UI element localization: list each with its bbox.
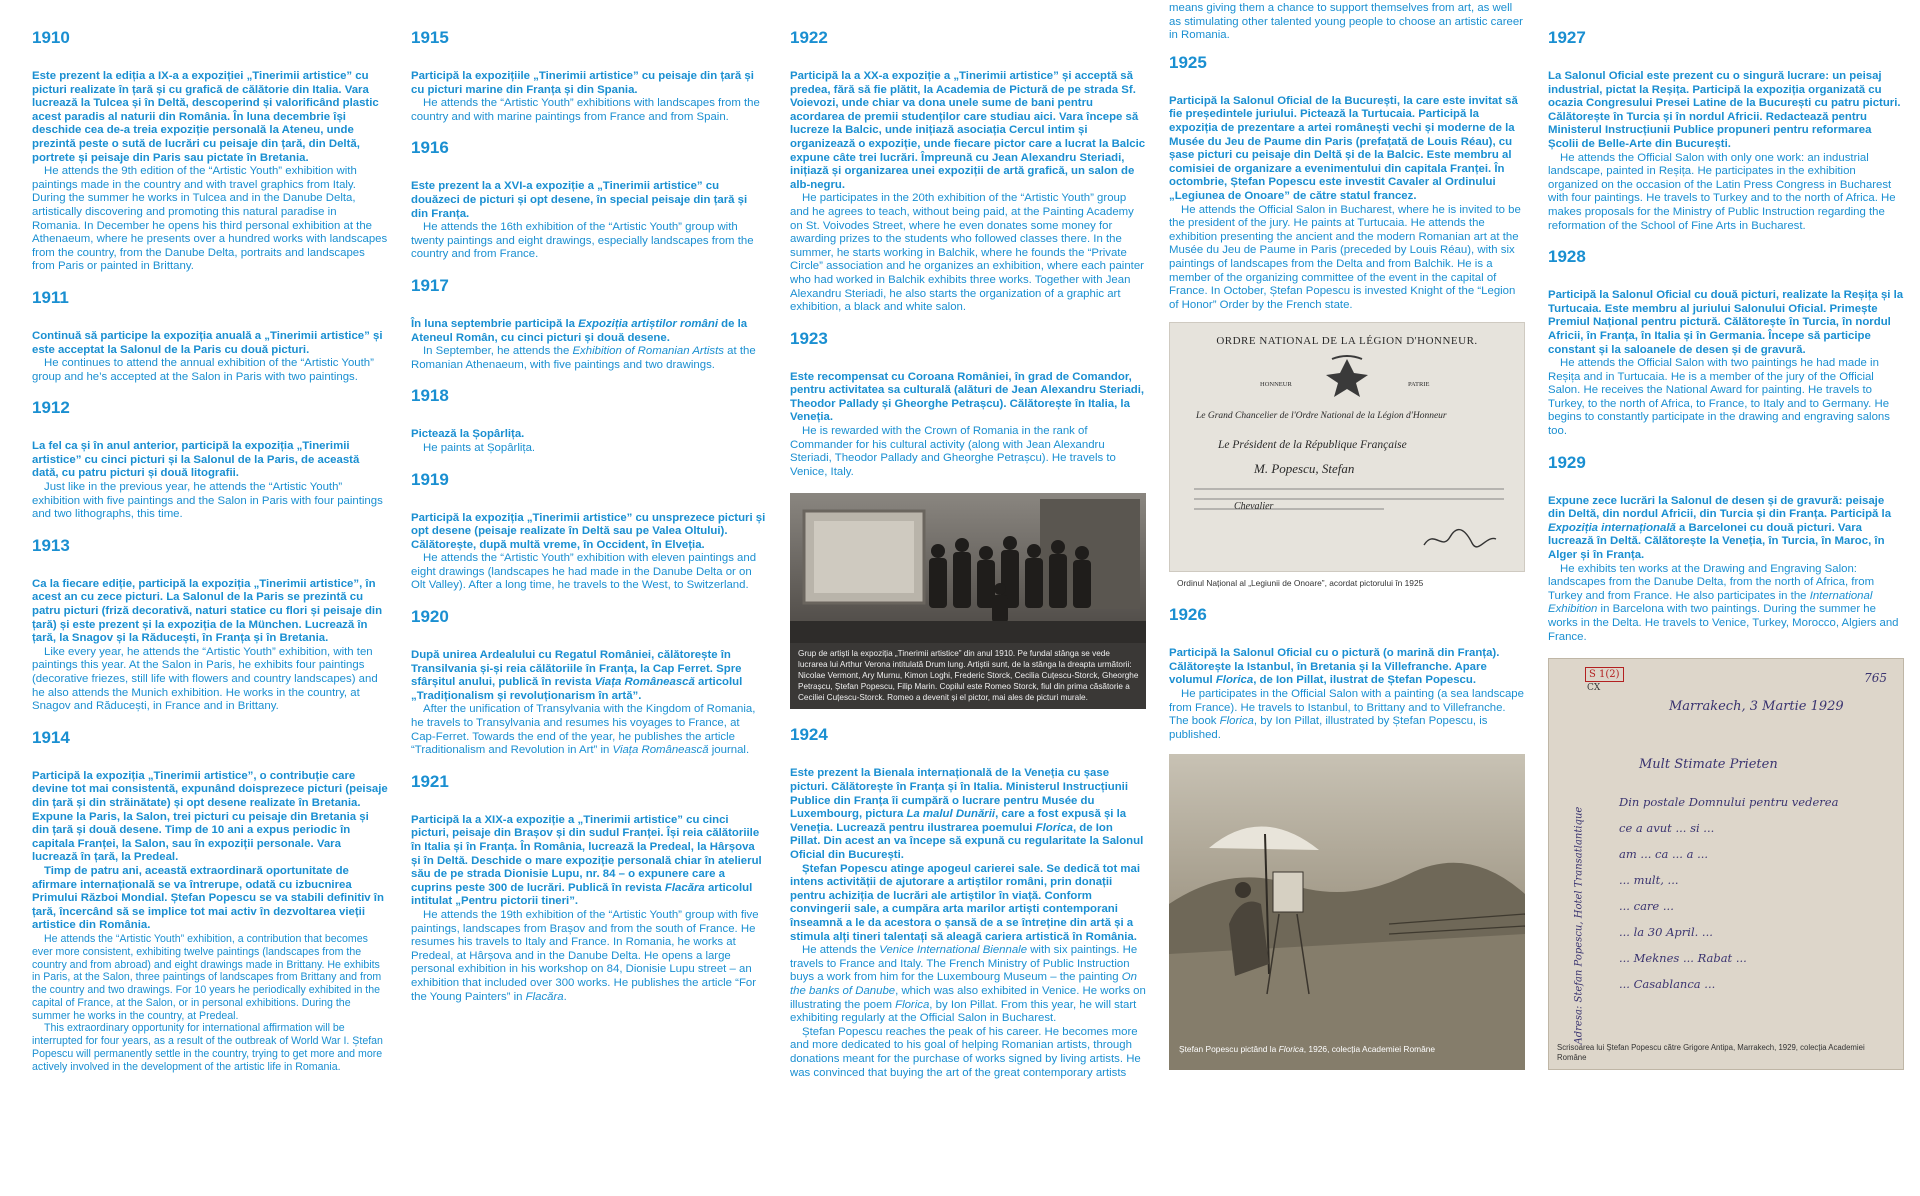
year-heading: 1917 xyxy=(411,275,449,295)
english-text xyxy=(32,165,388,274)
romanian-text xyxy=(411,428,767,442)
year-entry xyxy=(32,536,388,714)
text-run: La fel ca și în anul anterior, participă la expoziția „Tinerimii artistice” cu cinci picturi și la Salonul de la Paris, de această dată, cu patru picturi și două litografii. xyxy=(32,440,360,480)
year-heading: 1919 xyxy=(411,469,449,489)
text-run: He exhibits ten works at the Drawing and Engraving Salon: landscapes from the Danube Delta, from the north of Africa, from Turkey and from France. He also participates in the xyxy=(1548,562,1875,602)
text-run: , 1926, colecția Academiei Române xyxy=(1303,1044,1436,1055)
text-run: Participă la Salonul Oficial de la București, la care este invitat să fie președintele juriului. Pictează la Turtucaia. Participă la expoziția de prezentare a artei românești vechi și moderne de la Musée du Jeu de Paume din Paris (prefațată de Louis Réau), cu șase picturi cu peisaje din Deltă și de la Balcic. Este membru al comisiei de organizare a evenimentului din capitala Franței. În octombrie, Ștefan Popescu este investit Cavaler al Ordinului „Legiunea de Onoare” de către statul francez. xyxy=(1169,94,1518,202)
year-heading: 1910 xyxy=(32,28,70,47)
italic-title: Flacăra xyxy=(664,881,705,894)
romanian-text xyxy=(32,330,388,357)
year-heading: 1913 xyxy=(32,535,70,555)
text-run: Ștefan Popescu pictând la xyxy=(1179,1044,1279,1055)
letter-line: ... Casablanca ... xyxy=(1619,977,1716,992)
year-entry xyxy=(411,470,767,594)
text-run: Pictează la Șopârlița. xyxy=(411,428,525,441)
italic-title: Florica xyxy=(1219,715,1254,728)
year-heading: 1922 xyxy=(790,28,828,47)
certificate-line-chancellor: Le Grand Chancelier de l'Ordre National de la Légion d'Honneur xyxy=(1196,411,1447,422)
english-text xyxy=(411,703,767,757)
painting-photo-image xyxy=(1169,754,1525,1070)
text-run: a Barcelonei cu două picturi. Vara lucrează în Deltă. Călătorește la Veneția, în Turcia, în Maroc, în Alger și în Franța. xyxy=(1548,521,1885,562)
text-run: Participă la Salonul Oficial cu două picturi, realizate la Reșița și la Turtucaia. Este membru al juriului Salonului Oficial. Primește Premiul Național pentru pictură. Călătorește în Turcia, în nordul Africii, în Franța, în Italia și în Germania. Începe să participe constant și la saloanele de desen și de gravură. xyxy=(1548,289,1904,356)
romanian-text xyxy=(1169,647,1525,688)
italic-title: Florica xyxy=(1278,1044,1304,1055)
text-run: He attends the Official Salon with only one work: an industrial landscape, painted in Reșița. He participates in the exhibition organized on the occasion of the Latin Press Congress in Bucharest with four paintings. He travels to Turkey and to the north of Africa. He makes proposals for the Ministry of Public Instruction regarding the reformation of the School of Fine Arts in Bucharest. xyxy=(1548,151,1896,232)
year-entry xyxy=(32,28,388,274)
english-text xyxy=(32,357,388,384)
archive-stamp: S 1(2) xyxy=(1585,667,1624,682)
letter-caption: Scrisoarea lui Ștefan Popescu către Grigore Antipa, Marrakech, 1929, colecția Academiei Române xyxy=(1557,1043,1865,1063)
english-text xyxy=(411,442,767,456)
english-text xyxy=(411,97,767,124)
text-run: Participă la expoziția „Tinerimii artistice”, o contribuție care devine tot mai consistentă, expunând doisprezece picturi (peisaje din țară și din străinătate) și opt desene realizate în Bretania. Expune la Paris, la Salon, trei picturi cu peisaje din Bretania și din țară și două desene. Timp de 10 ani a expus periodic în capitala Franței, la Salon, sau în expoziții personale. Vara lucrează în țară, la Predeal. xyxy=(32,769,388,864)
year-heading: 1914 xyxy=(32,727,70,747)
english-text xyxy=(411,552,767,593)
text-run: He participates in the Official Salon with a painting (a sea landscape from France). He travels to Istanbul, to Brittany and to Villefranche. The book xyxy=(1169,688,1524,728)
italic-title: Expoziția artiștilor români xyxy=(578,317,719,330)
text-run: Este prezent la a XVI-a expoziție a „Tinerimii artistice” cu douăzeci de picturi și opt desene, în special peisaje din țară și din Franța. xyxy=(411,180,748,220)
year-heading: 1925 xyxy=(1169,52,1207,72)
column-4 xyxy=(1169,2,1525,1070)
text-run: He attends the Official Salon with two paintings he had made in Reșița and in Turtucaia. He is a member of the jury of the Official Salon. He receives the National Award for painting. He travels to Turkey, to the north of Africa, to France, to Italy and to Germany. He begins to constantly participate in the drawing and engraving salons too. xyxy=(1548,357,1890,438)
english-text xyxy=(790,192,1146,314)
italic-title: International Exhibition xyxy=(1548,589,1873,616)
letter-side-address: Adresa: Stefan Popescu, Hotel Transatlantique xyxy=(1573,806,1585,1045)
text-run: Expune zece lucrări la Salonul de desen și de gravură: peisaje din Deltă, din nordul Africii, din Turcia și din Franța. Participă la xyxy=(1548,494,1892,521)
year-heading: 1926 xyxy=(1169,605,1207,625)
english-text xyxy=(32,646,388,714)
text-run: În luna septembrie participă la xyxy=(411,317,579,330)
english-text xyxy=(32,933,388,1023)
year-entry xyxy=(1548,453,1904,645)
italic-title: Florica xyxy=(895,998,930,1011)
column-3 xyxy=(790,18,1146,1094)
certificate-line-president: Le Président de la République Française xyxy=(1218,439,1407,452)
cross-emblem-icon xyxy=(1312,353,1382,403)
italic-title: On the banks of Danube xyxy=(790,971,1137,997)
archive-number: 765 xyxy=(1864,671,1887,686)
romanian-text xyxy=(1548,70,1904,152)
english-text xyxy=(1548,152,1904,234)
text-run: , de Ion Pillat. Din acest an va începe să expună cu regularitate la Salonul Oficial din București. xyxy=(790,821,1144,861)
text-run: journal. xyxy=(708,744,750,757)
text-run: He attends the 9th edition of the “Artistic Youth” exhibition with paintings made in the country and with travel graphics from Italy. During the summer he works in Tulcea and in the Danube Delta, artistically discovering and promoting this natural paradise in Romania. In December he opens his third personal exhibition at the Athenaeum, where he presents over a hundred works with landscapes from the country, from the Danube Delta, portraits and landscapes from Paris or painted in Brittany. xyxy=(32,165,388,273)
text-run: Like every year, he attends the “Artistic Youth” exhibition, with ten paintings this year. At the Salon in Paris, he exhibits four paintings (decorative friezes, still life with flowers and country landscapes) and he also attends the Munich exhibition. He works in the country, at Snagov and Răducești, in France and in Brittany. xyxy=(32,645,378,713)
year-entry xyxy=(790,725,1146,1080)
year-heading: 1927 xyxy=(1548,28,1586,47)
text-run: Participă la expoziția „Tinerimii artistice” cu unsprezece picturi și opt desene (peisaje realizate în Deltă sau pe Valea Oltului). Călătorește, după multă vreme, în Occident, în Elveția. xyxy=(411,511,766,551)
painting-photo xyxy=(1169,754,1525,1070)
certificate-caption: Ordinul Național al „Legiunii de Onoare”, acordat pictorului în 1925 xyxy=(1177,578,1424,589)
text-run: He continues to attend the annual exhibition of the “Artistic Youth” group and he’s accepted at the Salon in Paris with two paintings. xyxy=(32,357,374,383)
year-entry xyxy=(411,386,767,455)
romanian-text xyxy=(1169,95,1525,204)
text-run: de la Ateneul Român, cu cinci picturi și două desene. xyxy=(411,317,748,344)
painting-photo-caption xyxy=(1179,1044,1435,1054)
column-5 xyxy=(1548,18,1904,1070)
italic-title: Florica xyxy=(1035,821,1073,834)
year-entry xyxy=(1169,605,1525,742)
english-text: Ștefan Popescu reaches the peak of his career. He becomes more and more dedicated to his goal of helping Romanian artists, through donations meant for the purchase of works signed by living artists. He was convinced that buying the art of the great contemporary artists xyxy=(790,1025,1141,1079)
text-run: He attends the xyxy=(802,944,880,957)
text-run: Continuă să participe la expoziția anuală a „Tinerimii artistice” și este acceptat la Salonul de la Paris cu două picturi. xyxy=(32,329,383,356)
letter-line: am ... ca ... a ... xyxy=(1619,847,1709,862)
romanian-text: Ștefan Popescu atinge apogeul carierei sale. Se dedică tot mai intens activității de ajutorare a artiștilor români, prin donații pentru achiziția de lucrări ale artiștilor în viață. Conform convingerii sale, a cumpăra arta marilor artiști contemporani înseamnă a le da acestora o șansă de a se întreține din artă și a stimula alți tineri talentați să aleagă cariera artistică în România. xyxy=(790,862,1141,943)
year-heading: 1923 xyxy=(790,328,828,348)
year-heading: 1916 xyxy=(411,138,449,158)
text-run: with six paintings. He travels to France and Italy. The French Ministry of Public Instruction buys a work from him for the Luxembourg Museum – the painting xyxy=(790,944,1138,984)
year-entry xyxy=(411,607,767,758)
text-run: He is rewarded with the Crown of Romania in the rank of Commander for his cultural activity (along with Jean Alexandru Steriadi, Theodor Pallady and Gheorghe Petrașcu). He travels to Venice, Italy. xyxy=(790,425,1116,478)
text-run: Just like in the previous year, he attends the “Artistic Youth” exhibition with five paintings and the Salon in Paris with four paintings and two lithographs, this time. xyxy=(32,481,383,521)
archive-code: CX xyxy=(1587,683,1601,694)
text-run: articolul „Tradiționalism și revoluționarism în artă”. xyxy=(411,676,743,702)
year-entry xyxy=(411,28,767,124)
handwritten-letter xyxy=(1548,658,1904,1070)
text-run: Este prezent la ediția a IX-a a expoziției „Tinerimii artistice” cu picturi realizate în țară și cu grafică de călătorie din Italia. Vara lucrează la Tulcea și în Deltă, descoperind și valorificând plastic acest paradis al naturii din România. În luna decembrie își deschide cea de-a treia expoziție personală la Ateneu, unde prezintă peste o sută de lucrări cu peisaje din țară, din Deltă, portrete și peisaje din Paris sau pictate în Bretania. xyxy=(32,70,379,164)
english-text xyxy=(1169,204,1525,313)
legion-of-honor-certificate xyxy=(1169,322,1525,572)
romanian-text xyxy=(411,180,767,221)
column-2 xyxy=(411,18,767,1018)
letter-line: ... care ... xyxy=(1619,899,1674,914)
year-entry xyxy=(1548,28,1904,233)
english-text xyxy=(790,425,1146,479)
text-run: Participă la a XX-a expoziție a „Tinerimii artistice” și acceptă să predea, fără să fie plătit, la Academia de Pictură de pe strada Sf. Voievozi, unde chiar va dona unele sume de bani pentru acordarea de premii studenților care studiau aici. Vara începe să lucreze la Balcic, unde inițiază asociația Cercul intim și organizează o expoziție, unde fiecare pictor care a lucrat la Balcic expune câte trei lucrări. Împreună cu Jean Alexandru Steriadi, inițiază și organizarea unei expoziții de artă grafică, un salon de alb-negru. xyxy=(790,70,1146,191)
english-text-continued: means giving them a chance to support themselves from art, as well as stimulating other talented young people to choose an artistic career in Romania. xyxy=(1169,2,1523,42)
romanian-text xyxy=(411,512,767,553)
italic-title: Viața Românească xyxy=(612,744,709,757)
certificate-line-rank: Chevalier xyxy=(1234,501,1274,513)
text-run: He attends the 16th exhibition of the “Artistic Youth” group with twenty paintings and eight drawings, especially landscapes from the country and from France. xyxy=(411,221,754,261)
group-photo xyxy=(790,493,1146,709)
text-run: Participă la a XIX-a expoziție a „Tinerimii artistice” cu cinci picturi, peisaje din Brașov și din sudul Franței. Își reia călătoriile în Italia și în Franța. În România, lucrează la Predeal, la Hârșova și în Deltă. Deschide o mare expoziție personală chiar în atelierul său de pe strada Dionisie Lupu, nr. 84 – o expunere care a cuprins peste 300 de lucrări. Publică în revista xyxy=(411,813,762,894)
year-heading: 1912 xyxy=(32,398,70,418)
romanian-text xyxy=(411,814,767,909)
english-text xyxy=(1169,688,1525,742)
english-text xyxy=(790,944,1146,1026)
english-text xyxy=(32,481,388,522)
year-entry xyxy=(1548,247,1904,439)
text-run: After the unification of Transylvania with the Kingdom of Romania, he travels to Transylvania and resumes his voyages to France, at Cap-Ferret. Towards the end of the year, he publishes the article “Traditionalism and Revolution in Art” in xyxy=(411,703,756,757)
english-text xyxy=(411,221,767,262)
certificate-header: ORDRE NATIONAL DE LA LÉGION D'HONNEUR. xyxy=(1216,335,1478,348)
english-text xyxy=(1548,357,1904,439)
text-run: , which was also exhibited in Venice. He works on illustrating the poem xyxy=(790,984,1146,1011)
romanian-text xyxy=(32,770,388,865)
letter-body xyxy=(1619,789,1889,997)
romanian-text xyxy=(411,318,767,345)
letter-line: Din postale Domnului pentru vederea xyxy=(1619,795,1839,810)
text-run: He paints at Șopârlița. xyxy=(423,441,536,454)
letter-line: ce a avut ... si ... xyxy=(1619,821,1715,836)
text-run: articolul intitulat „Pentru pictorii tineri”. xyxy=(411,881,753,908)
romanian-text xyxy=(790,70,1146,192)
romanian-text xyxy=(411,649,767,703)
romanian-text xyxy=(32,578,388,646)
italic-title: Viața Românească xyxy=(594,676,695,689)
letter-greeting: Mult Stimate Prieten xyxy=(1639,757,1778,773)
english-text xyxy=(1548,563,1904,645)
text-run: , by Ion Pillat. From this year, he will start exhibiting regularly at the Official Salon in Bucharest. xyxy=(790,998,1137,1025)
text-run: He attends the “Artistic Youth” exhibition, a contribution that becomes ever more consistent, exhibiting twelve paintings (landscapes from the country and from abroad) and eight drawings made in Brittany. He exhibits in Paris, at the Salon, three paintings of landscapes from Brittany and from the country and two drawings. For 10 years he periodically exhibited in the capital of France, at the Salon, or in personal exhibitions. During the summer he works in the country, at Predeal. xyxy=(32,932,382,1022)
year-heading: 1924 xyxy=(790,725,828,745)
year-entry xyxy=(411,772,767,1004)
letter-line: ... Meknes ... Rabat ... xyxy=(1619,951,1747,966)
year-heading: 1928 xyxy=(1548,247,1586,267)
year-entry xyxy=(411,138,767,262)
text-run: După unirea Ardealului cu Regatul României, călătorește în Transilvania și-și reia călătoriile în Franța, la Cap Ferret. Spre sfârșitul anului, publică în revista xyxy=(411,649,742,689)
text-run: , by Ion Pillat, illustrated by Ștefan Popescu, is published. xyxy=(1169,715,1488,741)
romanian-text xyxy=(1548,289,1904,357)
italic-title: Flacăra xyxy=(525,990,564,1003)
romanian-text xyxy=(32,440,388,481)
motto-left: HONNEUR xyxy=(1260,381,1292,389)
text-run: Participă la Salonul Oficial cu o pictură (o marină din Franța). Călătorește la Istanbul, în Bretania și la Villefranche. Apare volumul xyxy=(1169,647,1500,687)
english-text: This extraordinary opportunity for international affirmation will be interrupted for four years, as a result of the outbreak of World War I. Ștefan Popescu will permanently settle in the country, trying to get more and more actively involved in the development of the artistic life in Romania. xyxy=(32,1022,383,1073)
year-entry xyxy=(32,398,388,522)
motto-right: PATRIE xyxy=(1408,381,1430,389)
text-run: He attends the 19th exhibition of the “Artistic Youth” group with five paintings, landscapes from Brașov and from the south of France. He resumes his travels to Italy and France. In Romania, he works at Predeal, at Hârșova and in the Danube Delta. He opens a large personal exhibition in his workshop on 84, Dionisie Lupu street – an exhibition that included over 300 works. He publishes the article “For the Young Painters” in xyxy=(411,908,759,1003)
italic-title: Expoziția internațională xyxy=(1548,521,1676,534)
year-entry xyxy=(790,329,1146,480)
italic-title: Florica xyxy=(1215,674,1254,687)
text-run: Este prezent la Bienala internațională de la Veneția cu șase picturi. Călătorește în Franța și în Italia. Ministerul Instrucțiunii Publice din Franța îi cumpără o lucrare pentru Musée du Luxembourg, pictura xyxy=(790,767,1128,821)
group-photo-caption: Grup de artiști la expoziția „Tinerimii artistice” din anul 1910. Pe fundal stânga se vede lucrarea lui Arthur Verona intitulată Drum lung. Artiștii sunt, de la stânga la dreapta următorii: Nicolae Vermont, Ary Murnu, Kimon Loghi, Frederic Storck, Cecilia Cuțescu-Storck, Gheorghe Petrașcu, Ștefan Popescu, Filip Marin. Copilul este Romeo Storck, fiul din prima căsătorie a Ceciliei Cuțescu-Storck. Romeo a devenit și el pictor, mai ales de picturi murale. xyxy=(798,649,1139,703)
year-entry xyxy=(32,728,388,1074)
romanian-text xyxy=(790,371,1146,425)
text-run: at the Romanian Athenaeum, with five paintings and two drawings. xyxy=(411,345,756,371)
text-run: Este recompensat cu Coroana României, în grad de Comandor, pentru activitatea sa culturală (alături de Jean Alexandru Steriadi, Theodor Pallady și Gheorghe Petrașcu). Călătorește în Italia, la Veneția. xyxy=(790,370,1145,424)
english-text xyxy=(411,345,767,372)
text-run: , care a fost expusă și la Veneția. Lucrează pentru ilustrarea poemului xyxy=(790,808,1127,834)
year-heading: 1915 xyxy=(411,28,449,47)
text-run: In September, he attends the xyxy=(423,345,573,358)
text-run: He attends the “Artistic Youth” exhibitions with landscapes from the country and with marine paintings from France and from Spain. xyxy=(411,97,760,123)
year-heading: 1929 xyxy=(1548,452,1586,472)
text-run: He participates in the 20th exhibition of the “Artistic Youth” group and he agrees to teach, without being paid, at the Painting Academy on St. Voivodes Street, where he even donates some money for awarding prizes to the students who followed classes there. In the summer, he starts working in Balchik, where he founds the “Private Circle” association and he organizes an exhibition, where each painter who had worked in Balchik exhibits three works. Together with Jean Alexandru Steriadi, he also starts the organization of a graphic art exhibition, a black and white salon. xyxy=(790,192,1144,314)
year-heading: 1920 xyxy=(411,607,449,627)
romanian-text xyxy=(1548,495,1904,563)
text-run: , de Ion Pillat, ilustrat de Ștefan Popescu. xyxy=(1253,674,1476,687)
italic-title: Venice International Biennale xyxy=(879,944,1028,957)
english-text xyxy=(411,909,767,1004)
italic-title: Exhibition of Romanian Artists xyxy=(572,345,724,358)
year-entry xyxy=(1169,53,1525,313)
letter-line: ... mult, ... xyxy=(1619,873,1679,888)
year-entry xyxy=(32,288,388,384)
signature-icon xyxy=(1420,525,1500,555)
text-run: La Salonul Oficial este prezent cu o singură lucrare: un peisaj industrial, pictat la Reșița. Participă la expoziția organizată cu ocazia Congresului Presei Latine de la București cu patru picturi. Călătorește în Turcia și în nordul Africii. Redactează pentru Ministerul Instrucțiunii Publice propuneri pentru reformarea Școlii de Belle-Arte din București. xyxy=(1548,70,1901,150)
letter-date: Marrakech, 3 Martie 1929 xyxy=(1669,699,1844,715)
group-photo-image xyxy=(790,493,1146,643)
romanian-text xyxy=(32,70,388,165)
year-entry xyxy=(790,28,1146,315)
text-run: He attends the “Artistic Youth” exhibition with eleven paintings and eight drawings (landscapes he had made in the Danube Delta or on Olt Valley). After a long time, he travels to the West, to Switzerland. xyxy=(411,552,757,592)
romanian-text: Timp de patru ani, această extraordinară oportunitate de afirmare internațională se va întrerupe, odată cu izbucnirea Primului Război Mondial. Ștefan Popescu se va stabili definitiv în țară, încercând să se implice tot mai activ în dezvoltarea vieții artistice din România. xyxy=(32,864,384,932)
year-heading: 1911 xyxy=(32,287,69,307)
text-run: Ca la fiecare ediție, participă la expoziția „Tinerimii artistice”, în acest an cu zece picturi. La Salonul de la Paris se prezintă cu patru picturi (friză decorativă, naturi statice cu flori și peisaje din țară) și este prezent și la expoziția de la München. Lucrează în țară, la Snagov și la Răducești, în Franța și în Bretania. xyxy=(32,577,383,645)
text-run: . xyxy=(563,990,567,1003)
column-1 xyxy=(32,18,388,1088)
letter-line: ... la 30 April. ... xyxy=(1619,925,1713,940)
italic-title: La malul Dunării xyxy=(906,808,996,821)
year-heading: 1921 xyxy=(411,771,449,791)
certificate-line-recipient: M. Popescu, Stefan xyxy=(1254,461,1355,477)
romanian-text xyxy=(411,70,767,97)
text-run: He attends the Official Salon in Bucharest, where he is invited to be the president of the jury. He paints at Turtucaia. He attends the exhibition presenting the ancient and the modern Romanian art at the Musée du Jeu de Paume in Paris (preceded by Louis Réau), with six paintings of landscapes from the Delta and from Balchik. He is a member of the organizing committee of the event in the capital of France. In October, Ștefan Popescu is invested Knight of the “Legion of Honor” Order by the French state. xyxy=(1169,203,1521,311)
year-heading: 1918 xyxy=(411,386,449,406)
romanian-text xyxy=(790,767,1146,862)
text-run: in Barcelona with two paintings. During the summer he works in the Delta. He travels to Venice, Turkey, Morocco, Algiers and France. xyxy=(1548,603,1899,643)
year-entry xyxy=(411,276,767,372)
text-run: Participă la expozițiile „Tinerimii artistice” cu peisaje din țară și cu picturi marine din Franța și din Spania. xyxy=(411,70,754,96)
